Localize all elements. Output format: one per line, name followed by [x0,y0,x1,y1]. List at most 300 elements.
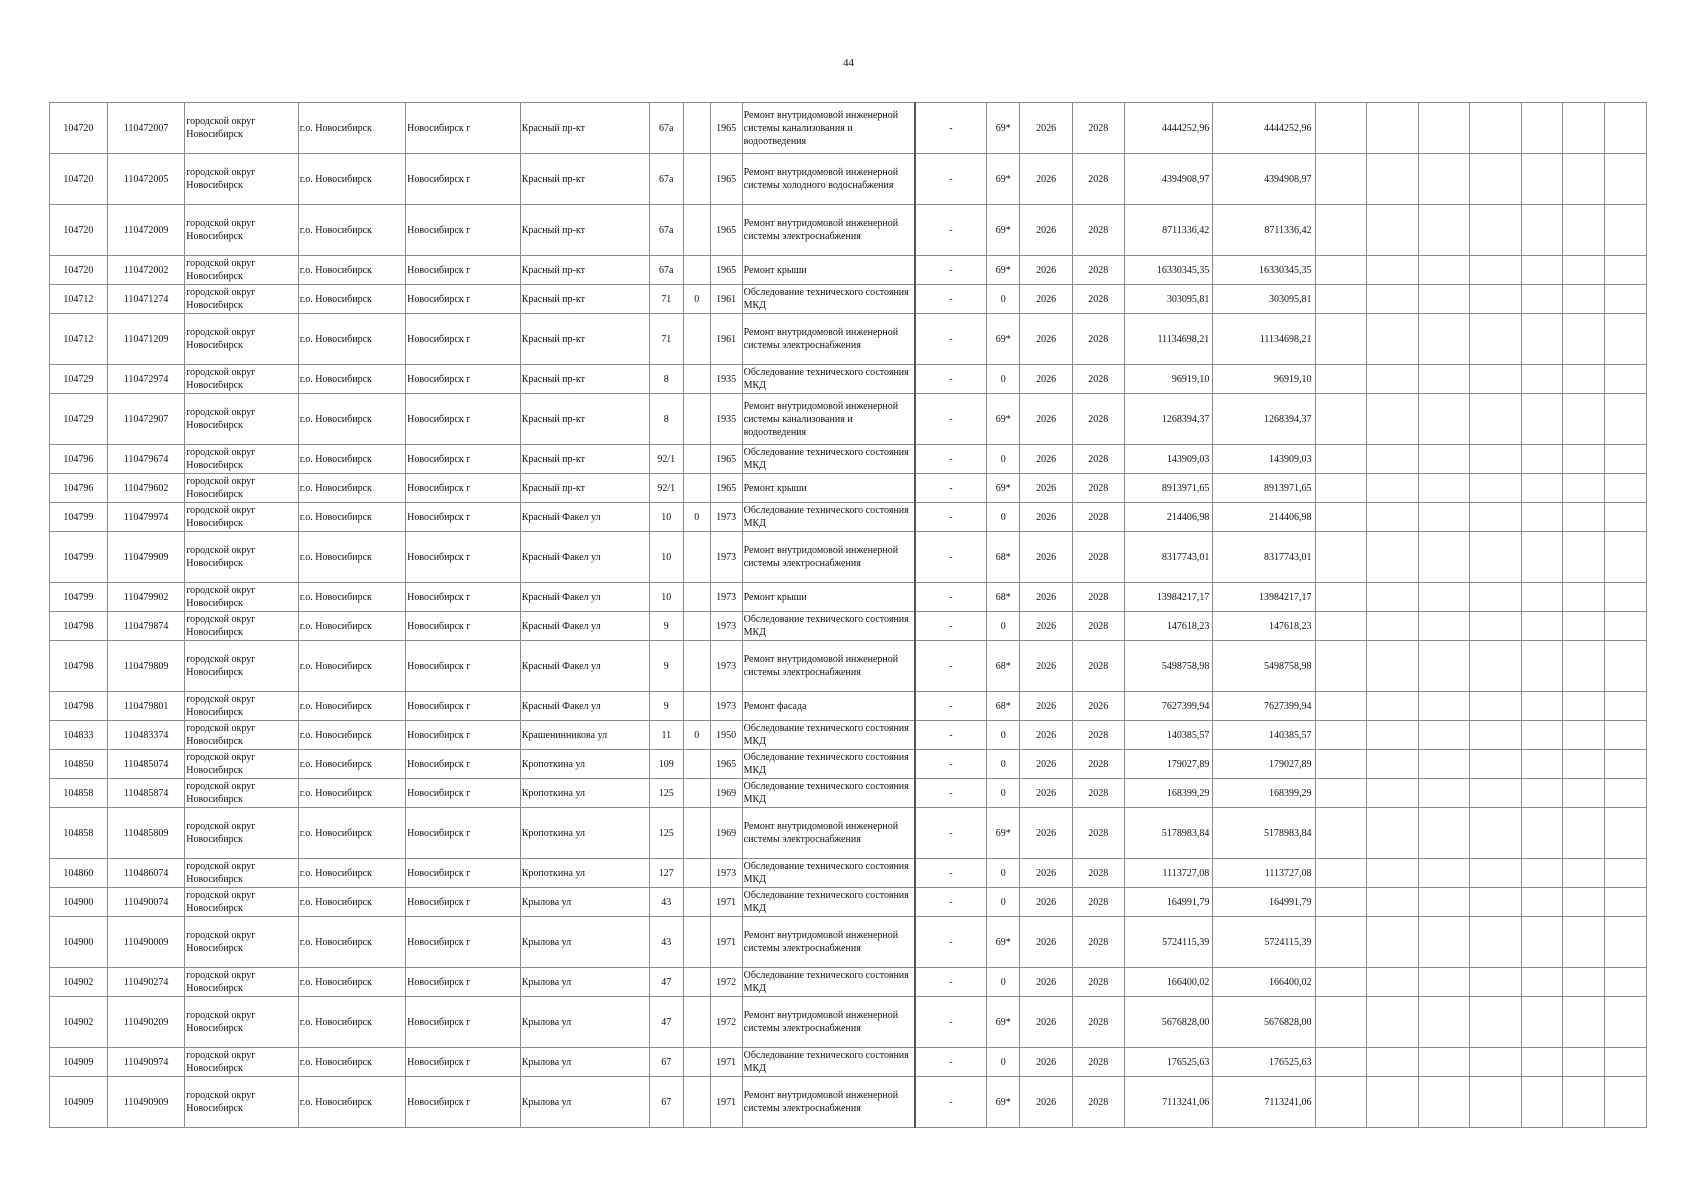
table-row [50,205,1647,256]
cost-fund: 8317743,01 [1213,532,1315,583]
house-number: 92/1 [649,474,683,503]
total-cost: 8913971,65 [1124,474,1213,503]
work-type: Ремонт фасада [742,692,914,721]
empty-cell [1315,205,1367,256]
build-year: 1973 [710,612,742,641]
empty-cell [1315,808,1367,859]
empty-cell [1367,1077,1419,1128]
wear-percent: 69* [987,997,1020,1048]
build-year: 1972 [710,997,742,1048]
settlement: Новосибирск г [406,612,521,641]
record-id: 110483374 [107,721,184,750]
work-type: Ремонт крыши [742,256,914,285]
empty-cell [1521,888,1562,917]
cost-fund: 7627399,94 [1213,692,1315,721]
wear-percent: 0 [987,888,1020,917]
house-id: 104712 [50,314,108,365]
total-cost: 16330345,35 [1124,256,1213,285]
empty-cell [1470,394,1522,445]
street: Кропоткина ул [520,808,649,859]
build-year: 1965 [710,154,742,205]
house-number: 67а [649,154,683,205]
municipality: городской округ Новосибирск [185,532,299,583]
street: Красный Факел ул [520,532,649,583]
house-id: 104720 [50,205,108,256]
empty-cell [1470,365,1522,394]
empty-cell [1418,968,1470,997]
building-number [683,256,710,285]
empty-cell [1418,394,1470,445]
municipality: городской округ Новосибирск [185,612,299,641]
record-id: 110471209 [107,314,184,365]
build-year: 1971 [710,917,742,968]
start-year: 2026 [1020,997,1073,1048]
empty-cell [1521,103,1562,154]
cell-dash: - [915,750,987,779]
cost-fund: 5724115,39 [1213,917,1315,968]
municipality: городской округ Новосибирск [185,256,299,285]
municipal-district: г.о. Новосибирск [298,808,405,859]
cell-dash: - [915,721,987,750]
cell-dash: - [915,503,987,532]
end-year: 2028 [1072,205,1124,256]
municipal-district: г.о. Новосибирск [298,888,405,917]
municipality: городской округ Новосибирск [185,888,299,917]
work-type: Ремонт внутридомовой инженерной системы канализования и водоотведения [742,394,914,445]
municipality: городской округ Новосибирск [185,314,299,365]
empty-cell [1563,583,1604,612]
table-row [50,779,1647,808]
empty-cell [1367,641,1419,692]
empty-cell [1315,256,1367,285]
work-type: Обследование технического состояния МКД [742,1048,914,1077]
table-row [50,365,1647,394]
cost-fund: 5676828,00 [1213,997,1315,1048]
end-year: 2028 [1072,445,1124,474]
end-year: 2028 [1072,503,1124,532]
end-year: 2028 [1072,612,1124,641]
start-year: 2026 [1020,583,1073,612]
cell-dash: - [915,103,987,154]
municipal-district: г.о. Новосибирск [298,779,405,808]
settlement: Новосибирск г [406,474,521,503]
empty-cell [1521,917,1562,968]
build-year: 1935 [710,394,742,445]
wear-percent: 0 [987,612,1020,641]
build-year: 1971 [710,1048,742,1077]
municipality: городской округ Новосибирск [185,859,299,888]
house-number: 8 [649,394,683,445]
building-number [683,750,710,779]
building-number [683,1048,710,1077]
start-year: 2026 [1020,256,1073,285]
empty-cell [1315,503,1367,532]
record-id: 110485874 [107,779,184,808]
work-type: Обследование технического состояния МКД [742,859,914,888]
work-type: Обследование технического состояния МКД [742,445,914,474]
municipality: городской округ Новосибирск [185,103,299,154]
street: Красный Факел ул [520,612,649,641]
empty-cell [1367,103,1419,154]
build-year: 1973 [710,692,742,721]
settlement: Новосибирск г [406,859,521,888]
empty-cell [1563,103,1604,154]
cell-dash: - [915,256,987,285]
empty-cell [1563,314,1604,365]
settlement: Новосибирск г [406,103,521,154]
house-id: 104729 [50,394,108,445]
building-number [683,692,710,721]
empty-cell [1563,968,1604,997]
end-year: 2028 [1072,285,1124,314]
municipal-district: г.о. Новосибирск [298,997,405,1048]
cell-dash: - [915,314,987,365]
empty-cell [1521,154,1562,205]
empty-cell [1470,103,1522,154]
house-id: 104900 [50,888,108,917]
empty-cell [1604,808,1647,859]
start-year: 2026 [1020,474,1073,503]
build-year: 1969 [710,779,742,808]
work-type: Обследование технического состояния МКД [742,750,914,779]
table-row [50,1048,1647,1077]
settlement: Новосибирск г [406,583,521,612]
cost-fund: 166400,02 [1213,968,1315,997]
building-number [683,474,710,503]
house-id: 104798 [50,692,108,721]
empty-cell [1470,205,1522,256]
table-row [50,256,1647,285]
record-id: 110490909 [107,1077,184,1128]
empty-cell [1470,888,1522,917]
wear-percent: 0 [987,968,1020,997]
empty-cell [1604,256,1647,285]
record-id: 110479809 [107,641,184,692]
empty-cell [1521,532,1562,583]
street: Крылова ул [520,888,649,917]
empty-cell [1470,750,1522,779]
settlement: Новосибирск г [406,154,521,205]
work-type: Обследование технического состояния МКД [742,285,914,314]
empty-cell [1521,612,1562,641]
cell-dash: - [915,445,987,474]
empty-cell [1418,888,1470,917]
total-cost: 166400,02 [1124,968,1213,997]
wear-percent: 0 [987,721,1020,750]
empty-cell [1563,1077,1604,1128]
house-number: 9 [649,612,683,641]
house-number: 71 [649,314,683,365]
table-row [50,314,1647,365]
house-id: 104902 [50,997,108,1048]
settlement: Новосибирск г [406,1048,521,1077]
build-year: 1935 [710,365,742,394]
empty-cell [1521,968,1562,997]
street: Крылова ул [520,917,649,968]
municipality: городской округ Новосибирск [185,917,299,968]
cost-fund: 164991,79 [1213,888,1315,917]
record-id: 110485809 [107,808,184,859]
cost-fund: 303095,81 [1213,285,1315,314]
work-type: Обследование технического состояния МКД [742,365,914,394]
capital-repair-table [49,102,1647,1128]
empty-cell [1604,888,1647,917]
record-id: 110486074 [107,859,184,888]
settlement: Новосибирск г [406,503,521,532]
end-year: 2028 [1072,1048,1124,1077]
cell-dash: - [915,583,987,612]
empty-cell [1563,154,1604,205]
settlement: Новосибирск г [406,394,521,445]
wear-percent: 0 [987,445,1020,474]
table-row [50,583,1647,612]
total-cost: 1268394,37 [1124,394,1213,445]
empty-cell [1367,154,1419,205]
work-type: Ремонт внутридомовой инженерной системы электроснабжения [742,641,914,692]
settlement: Новосибирск г [406,1077,521,1128]
municipality: городской округ Новосибирск [185,721,299,750]
empty-cell [1470,779,1522,808]
empty-cell [1315,365,1367,394]
record-id: 110479974 [107,503,184,532]
house-id: 104902 [50,968,108,997]
settlement: Новосибирск г [406,641,521,692]
street: Крылова ул [520,997,649,1048]
record-id: 110479801 [107,692,184,721]
cell-dash: - [915,205,987,256]
start-year: 2026 [1020,394,1073,445]
total-cost: 176525,63 [1124,1048,1213,1077]
empty-cell [1470,285,1522,314]
cost-fund: 1268394,37 [1213,394,1315,445]
empty-cell [1563,917,1604,968]
cost-fund: 5178983,84 [1213,808,1315,859]
cell-dash: - [915,997,987,1048]
empty-cell [1470,154,1522,205]
empty-cell [1521,394,1562,445]
municipal-district: г.о. Новосибирск [298,365,405,394]
municipal-district: г.о. Новосибирск [298,394,405,445]
end-year: 2028 [1072,532,1124,583]
table-row [50,917,1647,968]
house-id: 104850 [50,750,108,779]
table-row [50,612,1647,641]
build-year: 1971 [710,888,742,917]
street: Крылова ул [520,1077,649,1128]
house-number: 109 [649,750,683,779]
empty-cell [1604,365,1647,394]
empty-cell [1521,808,1562,859]
empty-cell [1367,779,1419,808]
cell-dash: - [915,641,987,692]
empty-cell [1315,474,1367,503]
house-number: 127 [649,859,683,888]
empty-cell [1418,154,1470,205]
street: Красный пр-кт [520,394,649,445]
work-type: Обследование технического состояния МКД [742,888,914,917]
municipal-district: г.о. Новосибирск [298,314,405,365]
empty-cell [1315,779,1367,808]
empty-cell [1315,154,1367,205]
municipal-district: г.о. Новосибирск [298,285,405,314]
total-cost: 7627399,94 [1124,692,1213,721]
cell-dash: - [915,808,987,859]
empty-cell [1521,583,1562,612]
municipal-district: г.о. Новосибирск [298,612,405,641]
end-year: 2028 [1072,750,1124,779]
cell-dash: - [915,888,987,917]
empty-cell [1604,917,1647,968]
empty-cell [1315,968,1367,997]
municipality: городской округ Новосибирск [185,692,299,721]
start-year: 2026 [1020,365,1073,394]
municipal-district: г.о. Новосибирск [298,641,405,692]
street: Кропоткина ул [520,859,649,888]
street: Красный пр-кт [520,445,649,474]
start-year: 2026 [1020,1077,1073,1128]
record-id: 110472907 [107,394,184,445]
street: Красный Факел ул [520,503,649,532]
empty-cell [1418,365,1470,394]
municipality: городской округ Новосибирск [185,394,299,445]
start-year: 2026 [1020,154,1073,205]
street: Красный пр-кт [520,256,649,285]
empty-cell [1315,1048,1367,1077]
build-year: 1969 [710,808,742,859]
empty-cell [1563,256,1604,285]
table-body [50,103,1647,1128]
start-year: 2026 [1020,692,1073,721]
empty-cell [1604,859,1647,888]
empty-cell [1418,641,1470,692]
record-id: 110472974 [107,365,184,394]
cost-fund: 214406,98 [1213,503,1315,532]
street: Красный пр-кт [520,474,649,503]
municipal-district: г.о. Новосибирск [298,154,405,205]
building-number [683,394,710,445]
cell-dash: - [915,917,987,968]
cell-dash: - [915,285,987,314]
empty-cell [1521,1077,1562,1128]
empty-cell [1470,532,1522,583]
empty-cell [1604,103,1647,154]
empty-cell [1521,474,1562,503]
empty-cell [1563,394,1604,445]
empty-cell [1315,641,1367,692]
house-number: 67а [649,205,683,256]
house-number: 125 [649,808,683,859]
empty-cell [1418,750,1470,779]
end-year: 2028 [1072,365,1124,394]
house-id: 104858 [50,808,108,859]
empty-cell [1367,583,1419,612]
wear-percent: 69* [987,314,1020,365]
building-number [683,365,710,394]
empty-cell [1470,1077,1522,1128]
empty-cell [1521,314,1562,365]
cost-fund: 11134698,21 [1213,314,1315,365]
house-id: 104796 [50,445,108,474]
empty-cell [1367,917,1419,968]
wear-percent: 0 [987,285,1020,314]
cell-dash: - [915,1077,987,1128]
empty-cell [1563,888,1604,917]
house-id: 104909 [50,1077,108,1128]
build-year: 1965 [710,205,742,256]
empty-cell [1604,532,1647,583]
house-number: 43 [649,888,683,917]
table-row [50,503,1647,532]
municipality: городской округ Новосибирск [185,808,299,859]
work-type: Ремонт внутридомовой инженерной системы электроснабжения [742,532,914,583]
empty-cell [1418,256,1470,285]
cost-fund: 1113727,08 [1213,859,1315,888]
record-id: 110485074 [107,750,184,779]
work-type: Ремонт внутридомовой инженерной системы электроснабжения [742,917,914,968]
start-year: 2026 [1020,779,1073,808]
municipal-district: г.о. Новосибирск [298,205,405,256]
wear-percent: 69* [987,154,1020,205]
empty-cell [1604,285,1647,314]
wear-percent: 69* [987,808,1020,859]
record-id: 110479874 [107,612,184,641]
empty-cell [1315,285,1367,314]
empty-cell [1418,721,1470,750]
building-number [683,583,710,612]
municipality: городской округ Новосибирск [185,474,299,503]
empty-cell [1367,1048,1419,1077]
empty-cell [1315,583,1367,612]
table-row [50,641,1647,692]
total-cost: 96919,10 [1124,365,1213,394]
empty-cell [1604,997,1647,1048]
total-cost: 168399,29 [1124,779,1213,808]
build-year: 1965 [710,103,742,154]
house-id: 104720 [50,103,108,154]
house-number: 47 [649,997,683,1048]
empty-cell [1563,474,1604,503]
wear-percent: 0 [987,859,1020,888]
empty-cell [1418,205,1470,256]
empty-cell [1521,750,1562,779]
end-year: 2028 [1072,256,1124,285]
empty-cell [1521,859,1562,888]
empty-cell [1470,641,1522,692]
settlement: Новосибирск г [406,205,521,256]
house-number: 11 [649,721,683,750]
record-id: 110479909 [107,532,184,583]
table-row [50,968,1647,997]
total-cost: 147618,23 [1124,612,1213,641]
municipal-district: г.о. Новосибирск [298,750,405,779]
house-id: 104799 [50,503,108,532]
cost-fund: 143909,03 [1213,445,1315,474]
cost-fund: 179027,89 [1213,750,1315,779]
start-year: 2026 [1020,641,1073,692]
total-cost: 8317743,01 [1124,532,1213,583]
wear-percent: 68* [987,532,1020,583]
empty-cell [1367,285,1419,314]
wear-percent: 69* [987,1077,1020,1128]
start-year: 2026 [1020,314,1073,365]
empty-cell [1563,808,1604,859]
empty-cell [1418,1048,1470,1077]
house-id: 104799 [50,583,108,612]
municipality: городской округ Новосибирск [185,968,299,997]
wear-percent: 69* [987,256,1020,285]
house-number: 10 [649,532,683,583]
empty-cell [1367,474,1419,503]
